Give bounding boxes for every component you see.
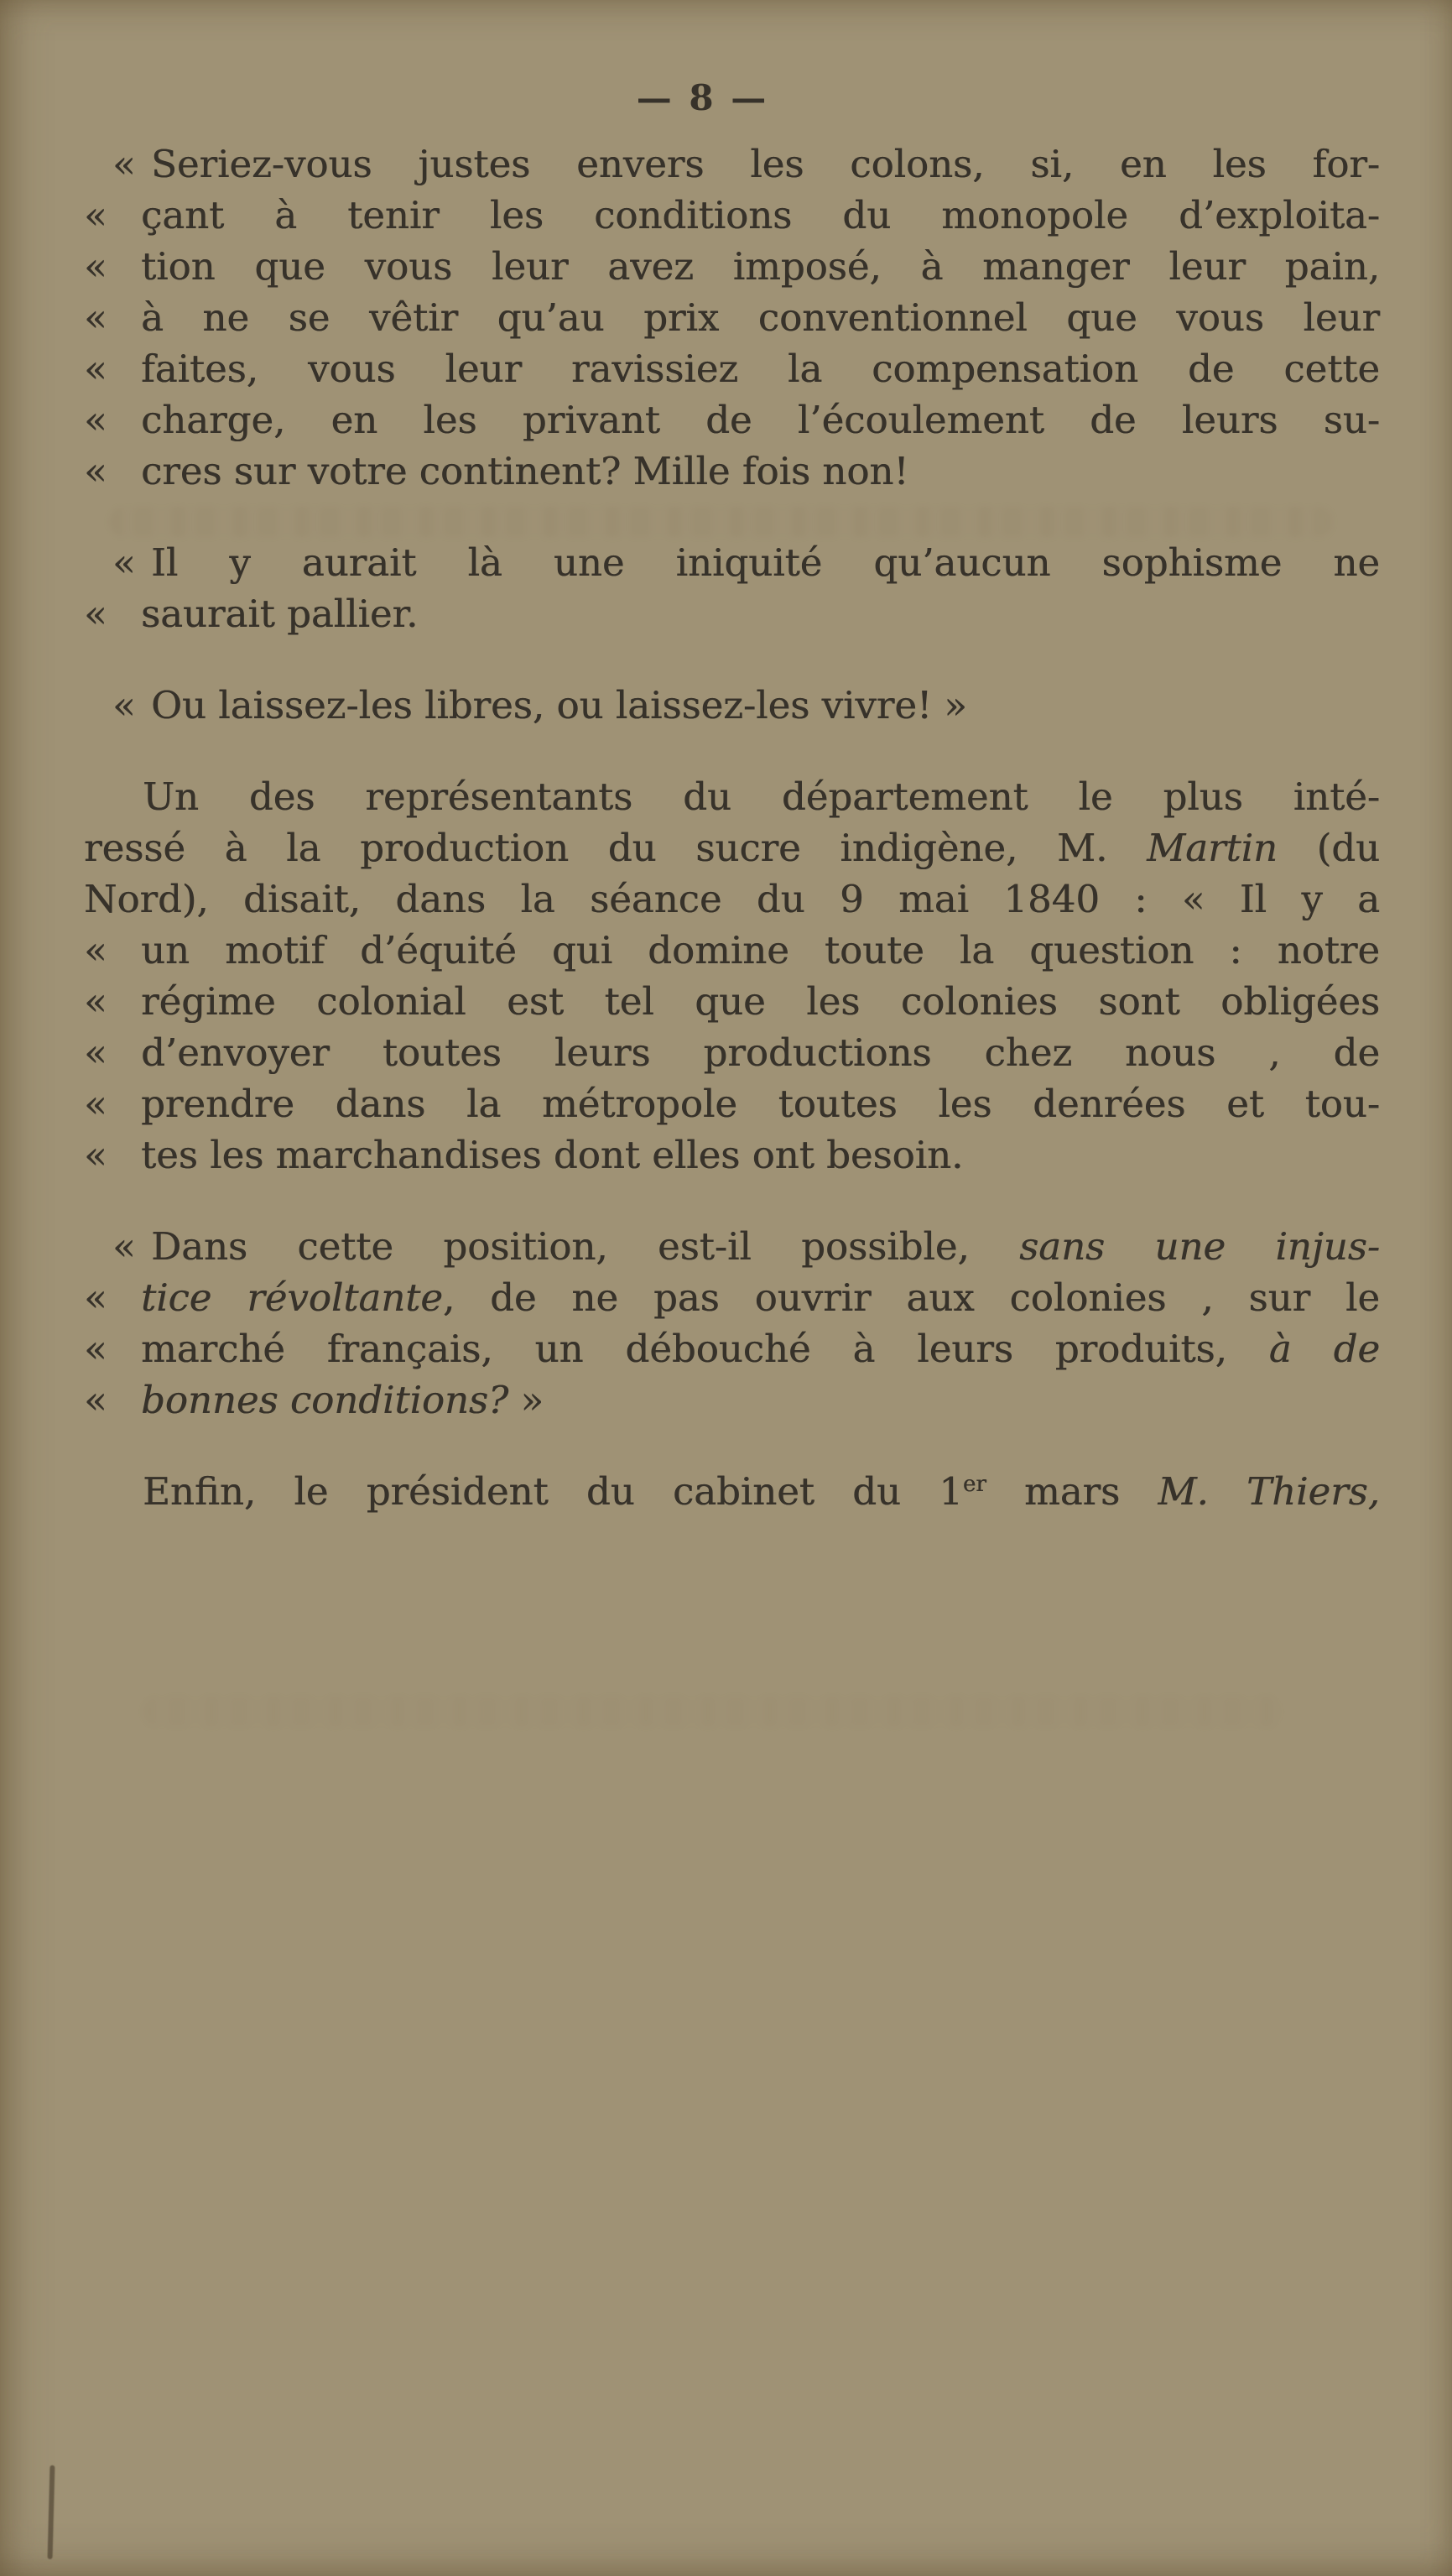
paragraph bbox=[84, 537, 1380, 639]
text-line bbox=[84, 771, 1380, 822]
text-segment: çant à tenir les conditions du monopole d’exploita- bbox=[141, 193, 1380, 237]
text-segment: marché français, un débouché à leurs produits, bbox=[141, 1327, 1269, 1371]
italic-text-segment: bonnes conditions? bbox=[141, 1378, 509, 1422]
line-text bbox=[141, 1129, 1380, 1181]
text-segment: tion que vous leur avez imposé, à manger leur pain, bbox=[141, 244, 1380, 289]
line-text bbox=[141, 343, 1380, 394]
binding-mark bbox=[48, 2465, 55, 2559]
guillemet-quote-mark: « bbox=[84, 1082, 107, 1126]
text-line bbox=[84, 976, 1380, 1027]
line-text bbox=[141, 190, 1380, 241]
text-line bbox=[84, 1221, 1380, 1272]
guillemet-quote-mark: « bbox=[84, 979, 107, 1024]
line-text bbox=[151, 138, 1380, 190]
guillemet-quote-mark: « bbox=[84, 295, 107, 340]
guillemet-quote-mark: « bbox=[84, 449, 107, 493]
paragraph bbox=[84, 680, 1380, 731]
guillemet-quote-mark: « bbox=[84, 1133, 107, 1177]
line-text bbox=[151, 680, 1380, 731]
text-line bbox=[84, 138, 1380, 190]
text-segment: Il y aurait là une iniquité qu’aucun sophisme ne bbox=[151, 540, 1380, 585]
text-line bbox=[84, 873, 1380, 925]
guillemet-quote-mark: « bbox=[84, 928, 107, 973]
paragraph bbox=[84, 138, 1380, 497]
line-text bbox=[141, 1272, 1380, 1323]
text-segment: régime colonial est tel que les colonies sont obligées bbox=[141, 979, 1380, 1024]
text-line bbox=[84, 241, 1380, 292]
text-line bbox=[84, 394, 1380, 446]
text-line bbox=[84, 1129, 1380, 1181]
line-text bbox=[143, 771, 1380, 822]
line-text bbox=[151, 1221, 1380, 1272]
guillemet-quote-mark: « bbox=[112, 142, 136, 186]
line-text bbox=[141, 1027, 1380, 1078]
text-segment: Enfin, le président du cabinet du 1 bbox=[143, 1469, 963, 1514]
text-block bbox=[84, 77, 1380, 1517]
italic-text-segment: sans une injus- bbox=[1019, 1224, 1381, 1269]
text-segment: Seriez-vous justes envers les colons, si, en les for- bbox=[151, 142, 1380, 186]
text-segment: mars bbox=[986, 1469, 1158, 1514]
text-line bbox=[84, 822, 1380, 873]
line-text bbox=[141, 588, 1380, 639]
italic-text-segment: Martin bbox=[1147, 826, 1278, 870]
guillemet-quote-mark: « bbox=[84, 1275, 107, 1320]
text-line bbox=[84, 680, 1380, 731]
text-line bbox=[84, 1272, 1380, 1323]
text-segment: cres sur votre continent? Mille fois non! bbox=[141, 449, 909, 493]
text-segment: d’envoyer toutes leurs productions chez nous , de bbox=[141, 1030, 1380, 1075]
italic-text-segment: M. Thiers, bbox=[1158, 1469, 1380, 1514]
guillemet-quote-mark: « bbox=[84, 1327, 107, 1371]
line-text bbox=[141, 446, 1380, 497]
line-text bbox=[141, 925, 1380, 976]
line-text bbox=[141, 1078, 1380, 1129]
text-line bbox=[84, 1323, 1380, 1374]
text-segment: saurait pallier. bbox=[141, 592, 419, 636]
text-line bbox=[84, 190, 1380, 241]
text-line bbox=[84, 588, 1380, 639]
guillemet-quote-mark: « bbox=[112, 1224, 136, 1269]
guillemet-quote-mark: « bbox=[112, 683, 136, 727]
text-segment: faites, vous leur ravissiez la compensation de cette bbox=[141, 347, 1380, 391]
text-line bbox=[84, 343, 1380, 394]
line-text bbox=[141, 976, 1380, 1027]
line-text bbox=[141, 1323, 1380, 1374]
guillemet-quote-mark: « bbox=[84, 592, 107, 636]
text-line bbox=[84, 537, 1380, 588]
text-segment: un motif d’équité qui domine toute la question : notre bbox=[141, 928, 1380, 973]
text-segment: à ne se vêtir qu’au prix conventionnel que vous leur bbox=[141, 295, 1380, 340]
text-segment: Nord), disait, dans la séance du 9 mai 1840 : « Il y a bbox=[84, 877, 1380, 921]
line-text bbox=[141, 292, 1380, 343]
text-line bbox=[84, 1466, 1380, 1517]
text-segment: » bbox=[508, 1378, 544, 1422]
text-line bbox=[84, 292, 1380, 343]
text-segment: prendre dans la métropole toutes les denrées et tou- bbox=[141, 1082, 1380, 1126]
text-line bbox=[84, 1078, 1380, 1129]
line-text bbox=[84, 822, 1380, 873]
bleedthrough-smudge bbox=[143, 1697, 1283, 1727]
paragraph bbox=[84, 1221, 1380, 1426]
text-segment: (du bbox=[1277, 826, 1380, 870]
text-segment: , de ne pas ouvrir aux colonies , sur le bbox=[442, 1275, 1380, 1320]
line-text bbox=[143, 1466, 1380, 1517]
line-text bbox=[151, 537, 1380, 588]
text-segment: Dans cette position, est-il possible, bbox=[151, 1224, 1020, 1269]
text-segment: tes les marchandises dont elles ont besoin. bbox=[141, 1133, 964, 1177]
guillemet-quote-mark: « bbox=[84, 1030, 107, 1075]
text-segment: Un des représentants du département le plus inté- bbox=[143, 774, 1380, 819]
text-line bbox=[84, 1374, 1380, 1426]
page-number: — 8 — bbox=[636, 77, 769, 118]
text-line bbox=[84, 446, 1380, 497]
text-line bbox=[84, 1027, 1380, 1078]
guillemet-quote-mark: « bbox=[84, 244, 107, 289]
text-segment: Ou laissez-les libres, ou laissez-les vivre! » bbox=[151, 683, 967, 727]
line-text bbox=[84, 873, 1380, 925]
text-segment: charge, en les privant de l’écoulement de leurs su- bbox=[141, 398, 1380, 442]
text-line bbox=[84, 925, 1380, 976]
guillemet-quote-mark: « bbox=[84, 193, 107, 237]
text-segment: ressé à la production du sucre indigène, M. bbox=[84, 826, 1148, 870]
ordinal-superscript: er bbox=[962, 1472, 986, 1497]
line-text bbox=[141, 1374, 1380, 1426]
italic-text-segment: tice révoltante bbox=[141, 1275, 443, 1320]
guillemet-quote-mark: « bbox=[84, 347, 107, 391]
paragraph bbox=[84, 771, 1380, 1181]
italic-text-segment: à de bbox=[1268, 1327, 1380, 1371]
line-text bbox=[141, 241, 1380, 292]
body-text bbox=[84, 138, 1380, 1517]
guillemet-quote-mark: « bbox=[84, 398, 107, 442]
guillemet-quote-mark: « bbox=[112, 540, 136, 585]
line-text bbox=[141, 394, 1380, 446]
guillemet-quote-mark: « bbox=[84, 1378, 107, 1422]
paragraph bbox=[84, 1466, 1380, 1517]
